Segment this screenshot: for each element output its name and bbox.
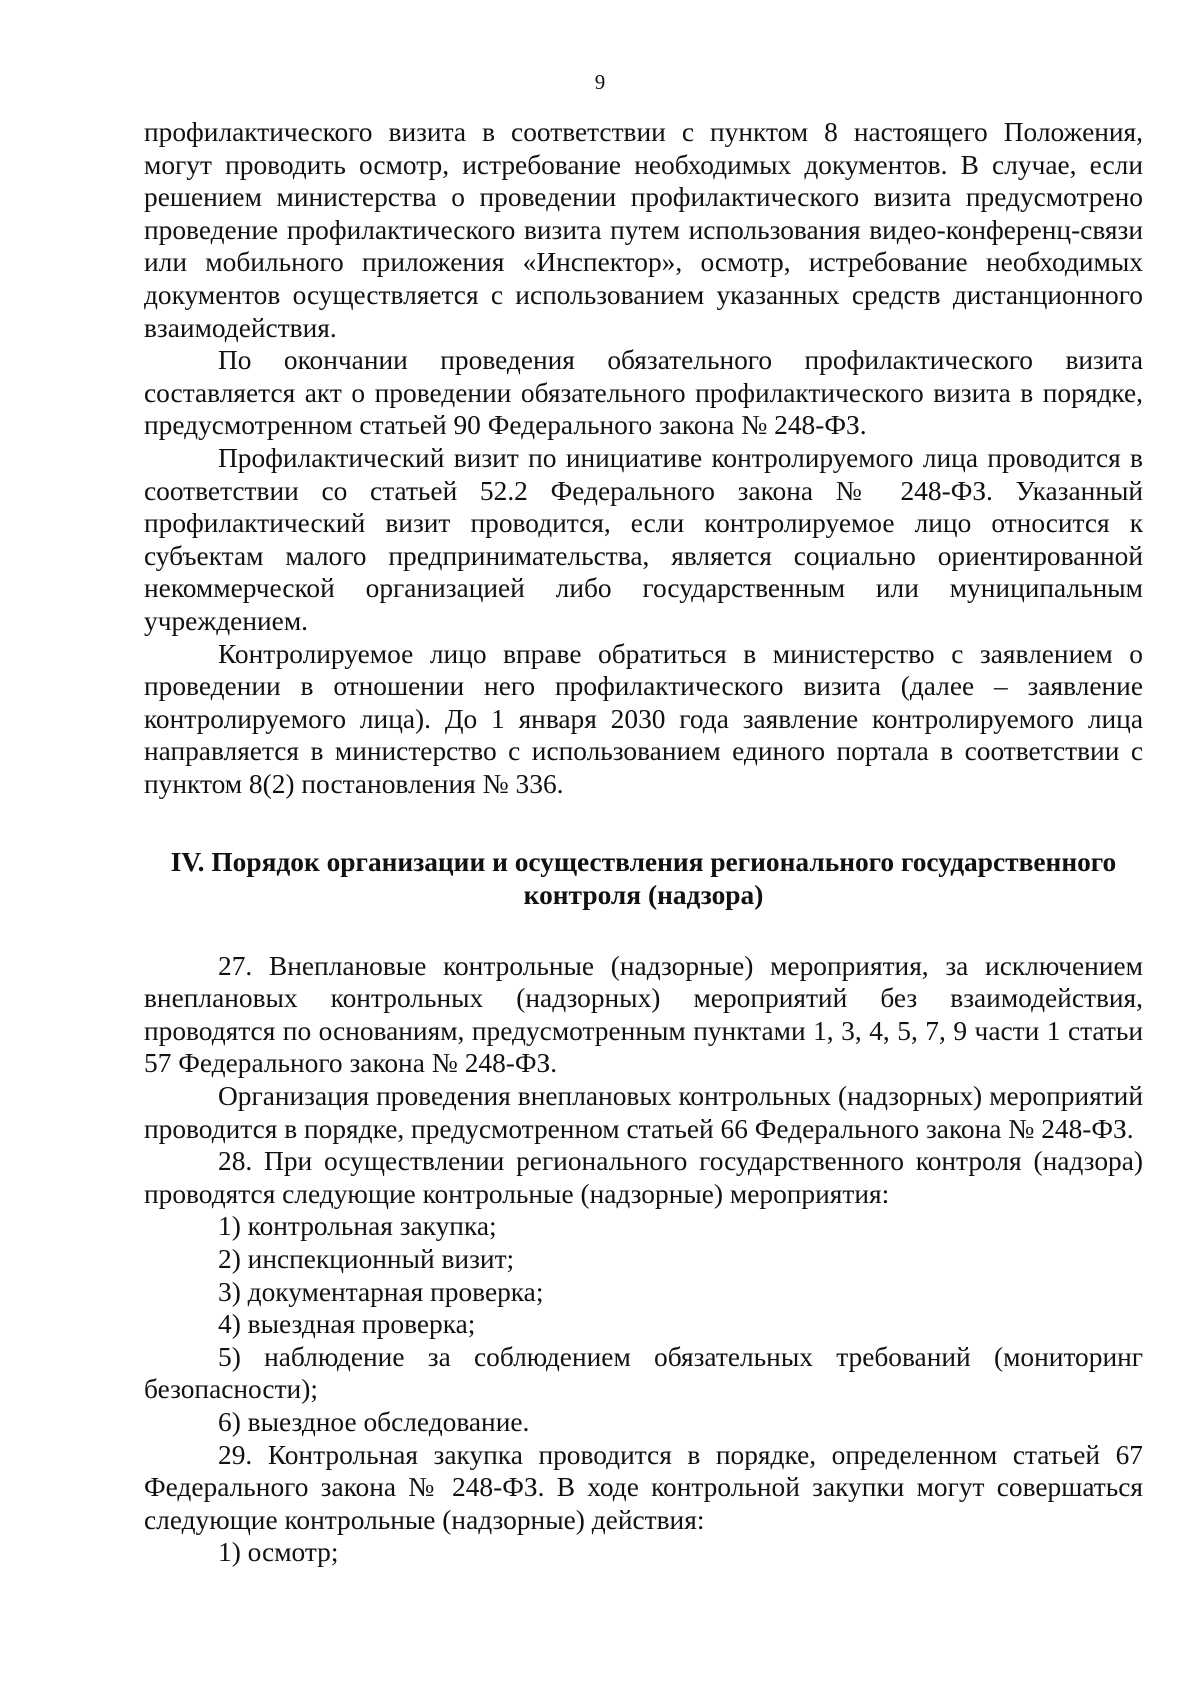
list-item: 6) выездное обследование. bbox=[218, 1406, 530, 1437]
list-item: 3) документарная проверка; bbox=[218, 1276, 544, 1307]
list-item: 1) осмотр; bbox=[218, 1537, 339, 1568]
list-item: 2) инспекционный визит; bbox=[218, 1244, 515, 1274]
paragraph: Профилактический визит по инициативе контролируемого лица проводится в соответствии со статьей 52.2 Федерального закона № 248-ФЗ. Указанный профилактический визит проводится, если контролируемое лицо относится к субъектам малого предпринимательства, является социально ориентированной некоммерческой организацией либо государственным или муниципальным учреждением. bbox=[144, 442, 1143, 636]
page-number: 9 bbox=[594, 70, 606, 94]
paragraph: Контролируемое лицо вправе обратиться в министерство с заявлением о проведении в отношении него профилактического визита (далее – заявление контролируемого лица). До 1 января 2030 года заявление контролируемого лица направляется в министерство с использованием единого портала в соответствии с пунктом 8(2) постановления № 336. bbox=[144, 638, 1143, 799]
list-item: 5) наблюдение за соблюдением обязательных требований (мониторинг безопасности); bbox=[144, 1341, 1143, 1405]
paragraph: 29. Контрольная закупка проводится в порядке, определенном статьей 67 Федерального закона № 248-ФЗ. В ходе контрольной закупки могут совершаться следующие контрольные (надзорные) действия: bbox=[144, 1439, 1143, 1535]
paragraph: 27. Внеплановые контрольные (надзорные) мероприятия, за исключением внеплановых контрольных (надзорных) мероприятий без взаимодействия, проводятся по основаниям, предусмотренным пунктами 1, 3, 4, 5, 7, 9 части 1 статьи 57 Федерального закона № 248-ФЗ. bbox=[144, 950, 1143, 1079]
document-body bbox=[144, 116, 1143, 1569]
list-item: 1) контрольная закупка; bbox=[218, 1211, 497, 1242]
paragraph: По окончании проведения обязательного профилактического визита составляется акт о проведении обязательного профилактического визита в порядке, предусмотренном статьей 90 Федерального закона № 248-ФЗ. bbox=[144, 345, 1143, 441]
section-heading: IV. Порядок организации и осуществления регионального государственного контроля (надзора) bbox=[170, 847, 1117, 911]
paragraph: профилактического визита в соответствии с пунктом 8 настоящего Положения, могут проводить осмотр, истребование необходимых документов. В случае, если решением министерства о проведении профилактического визита предусмотрено проведение профилактического визита путем использования видео-конференц-связи или мобильного приложения «Инспектор», осмотр, истребование необходимых документов осуществляется с использованием указанных средств дистанционного взаимодействия. bbox=[144, 117, 1143, 343]
list-item: 4) выездная проверка; bbox=[218, 1309, 476, 1340]
paragraph: Организация проведения внеплановых контрольных (надзорных) мероприятий проводится в порядке, предусмотренном статьей 66 Федерального закона № 248-ФЗ. bbox=[144, 1081, 1143, 1144]
paragraph: 28. При осуществлении регионального государственного контроля (надзора) проводятся следующие контрольные (надзорные) мероприятия: bbox=[144, 1146, 1143, 1209]
